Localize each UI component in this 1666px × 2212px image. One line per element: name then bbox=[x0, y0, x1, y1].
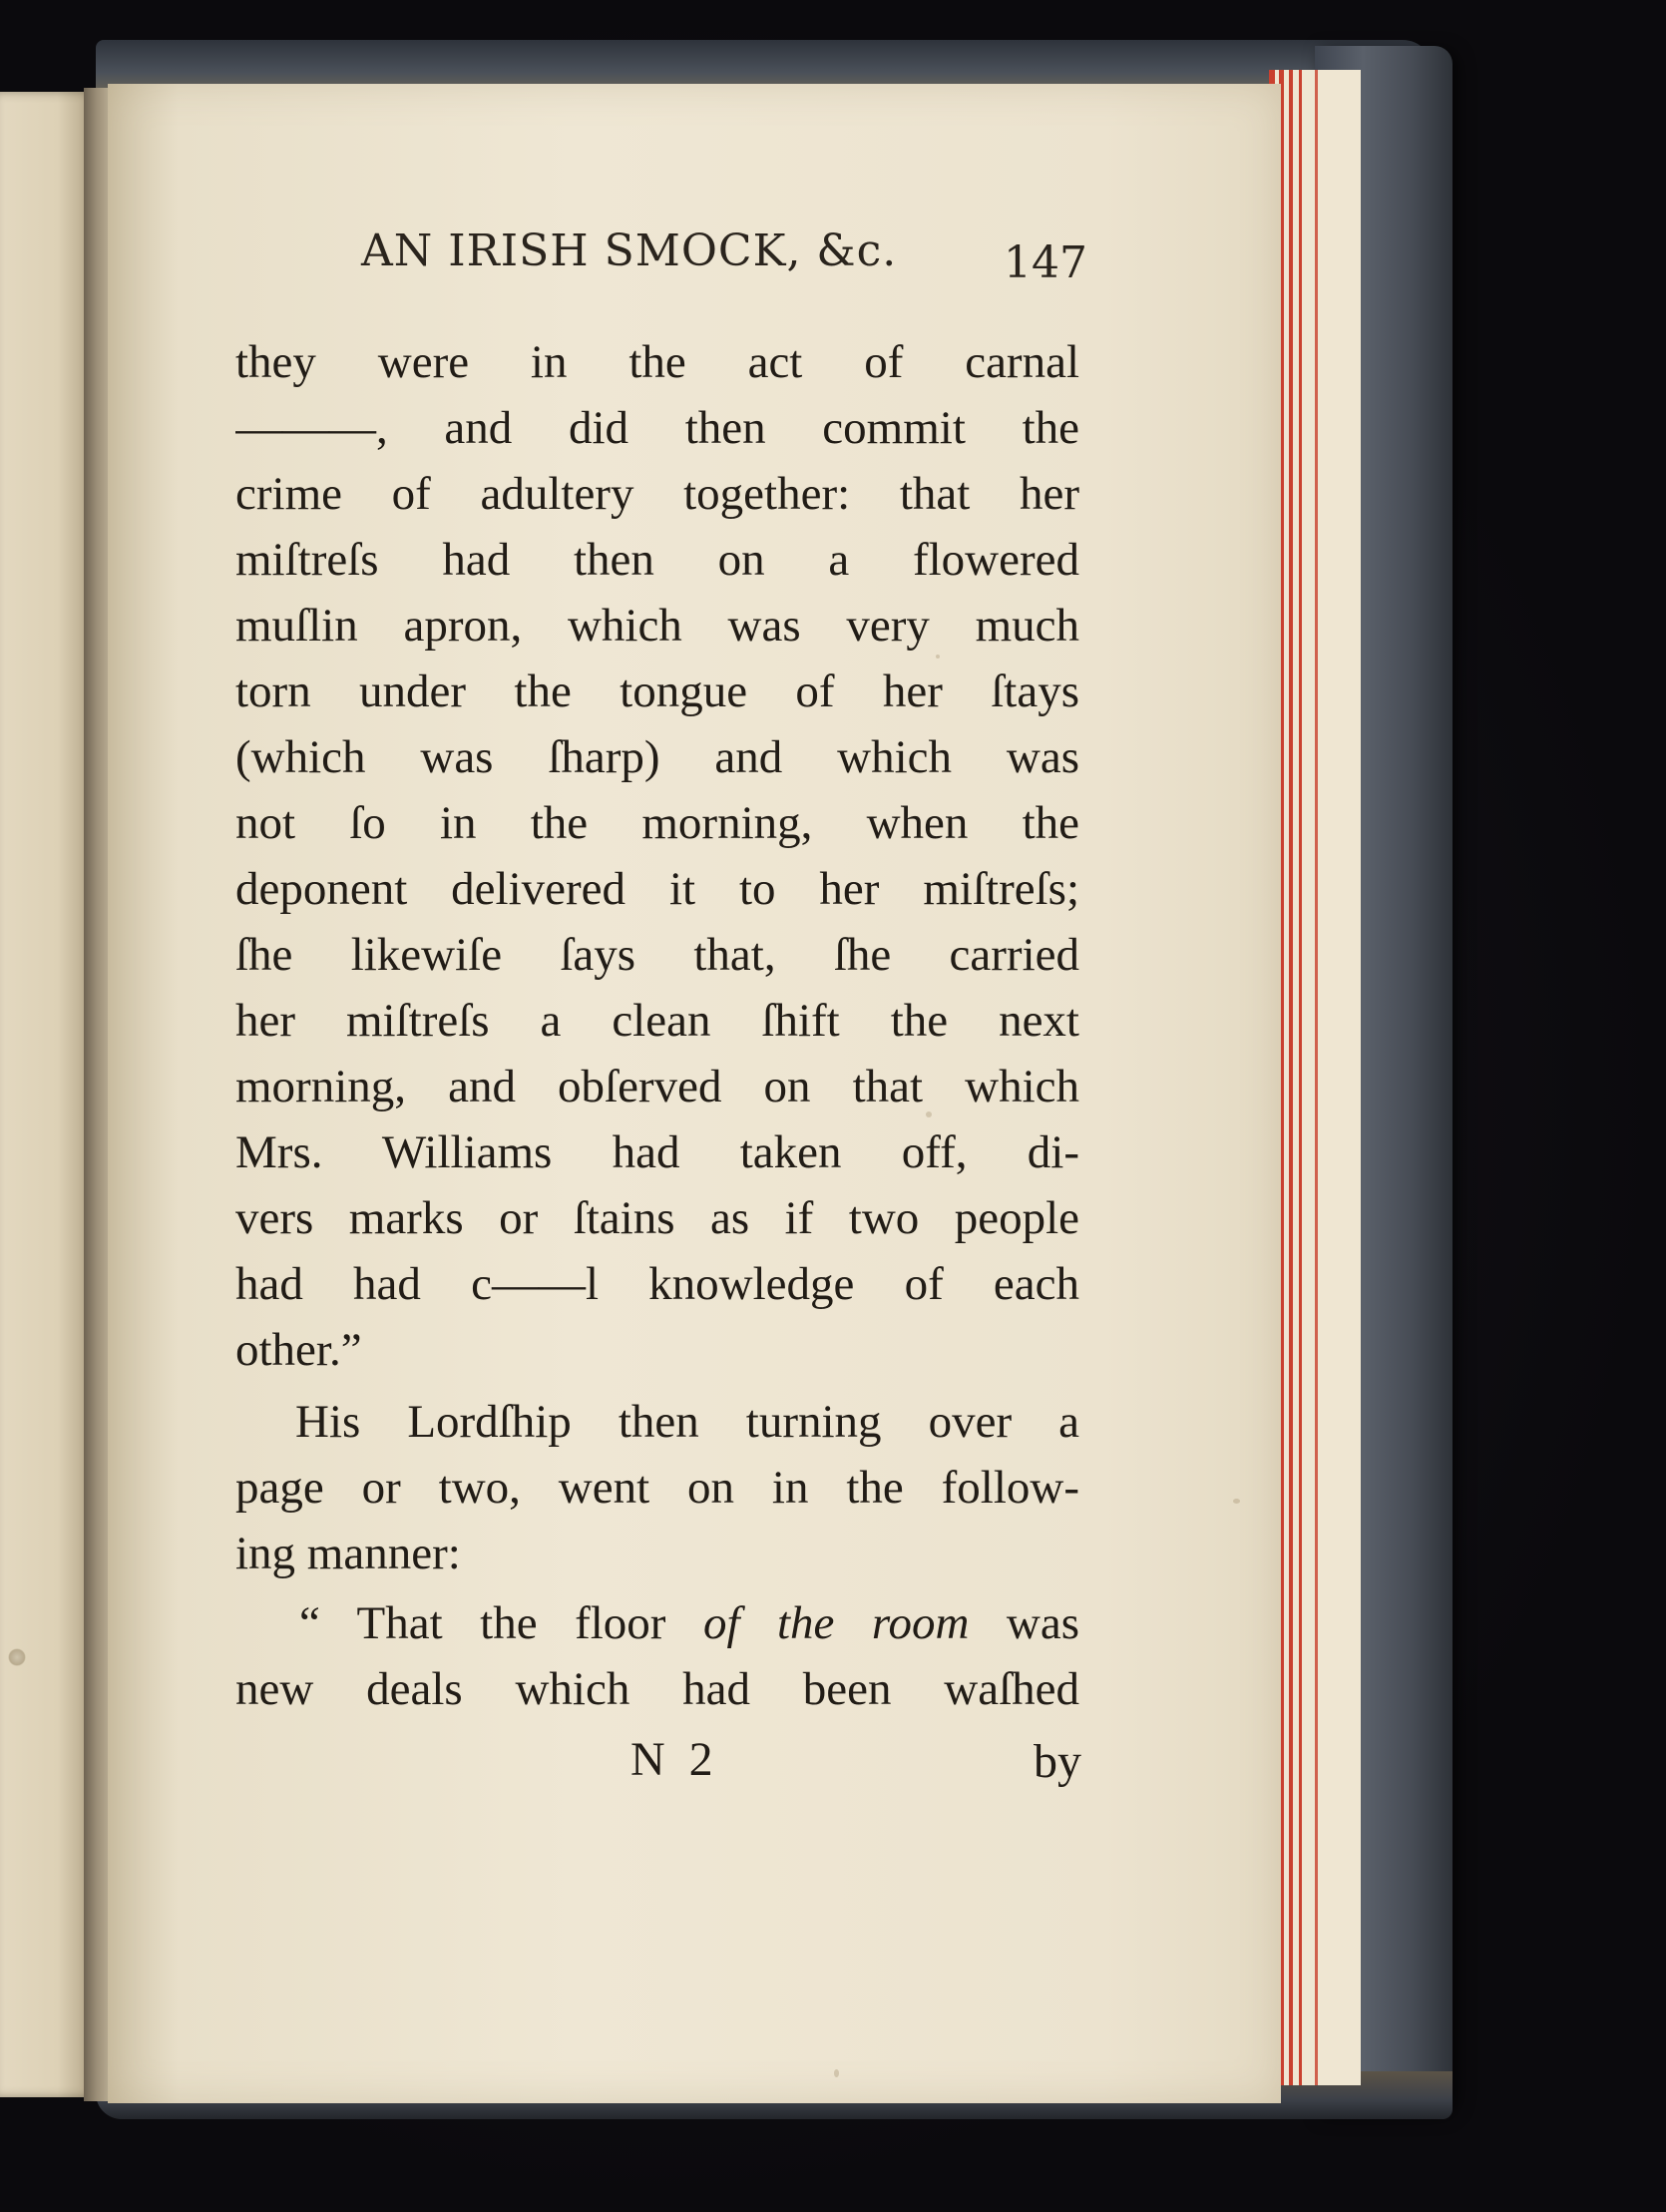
running-head: AN IRISH SMOCK, &c. bbox=[361, 225, 898, 276]
text-line: ſhe likewiſe ſays that, ſhe carried bbox=[235, 929, 1079, 981]
text-line: new deals which had been waſhed bbox=[235, 1663, 1079, 1715]
signature-mark: N 2 bbox=[630, 1733, 719, 1786]
text-line: not ſo in the morning, when the bbox=[235, 797, 1079, 849]
text-line: deponent delivered it to her miſtreſs; bbox=[235, 863, 1079, 915]
quote-text: “ That the floor bbox=[299, 1597, 703, 1649]
quote-line bbox=[299, 1590, 1079, 1656]
page-number: 147 bbox=[1004, 237, 1087, 288]
page-edges bbox=[1269, 70, 1361, 2085]
text-line: they were in the act of carnal bbox=[235, 336, 1079, 388]
text-line: ing manner: bbox=[235, 1528, 461, 1579]
red-edge-stripe bbox=[1289, 70, 1293, 2085]
paper-speck bbox=[1233, 1499, 1240, 1504]
text-line: crime of adultery together: that her bbox=[235, 468, 1079, 520]
text-line: page or two, went on in the follow- bbox=[235, 1462, 1079, 1514]
paper-speck bbox=[834, 2069, 839, 2077]
text-line: miſtreſs had then on a flowered bbox=[235, 534, 1079, 586]
text-line: torn under the tongue of her ſtays bbox=[235, 665, 1079, 717]
red-edge-stripe bbox=[1315, 70, 1318, 2085]
facing-page-left bbox=[0, 92, 96, 2097]
catchword: by bbox=[1034, 1735, 1081, 1788]
text-line: muſlin apron, which was very much bbox=[235, 600, 1079, 652]
quote-italic-text: of the room bbox=[702, 1597, 970, 1649]
paper-blemish bbox=[8, 1648, 26, 1666]
text-line: vers marks or ſtains as if two people bbox=[235, 1192, 1079, 1244]
text-line: (which was ſharp) and which was bbox=[235, 731, 1079, 783]
text-line: ———, and did then commit the bbox=[235, 402, 1079, 454]
quote-text-end: was bbox=[969, 1597, 1079, 1649]
text-line: her miſtreſs a clean ſhift the next bbox=[235, 995, 1079, 1047]
text-line: Mrs. Williams had taken off, di- bbox=[235, 1126, 1079, 1178]
text-line: had had c——l knowledge of each bbox=[235, 1258, 1079, 1310]
text-line: other.” bbox=[235, 1324, 362, 1376]
text-line: His Lordſhip then turning over a bbox=[295, 1396, 1079, 1448]
red-edge-stripe bbox=[1299, 70, 1302, 2085]
text-line: morning, and obſerved on that which bbox=[235, 1061, 1079, 1112]
